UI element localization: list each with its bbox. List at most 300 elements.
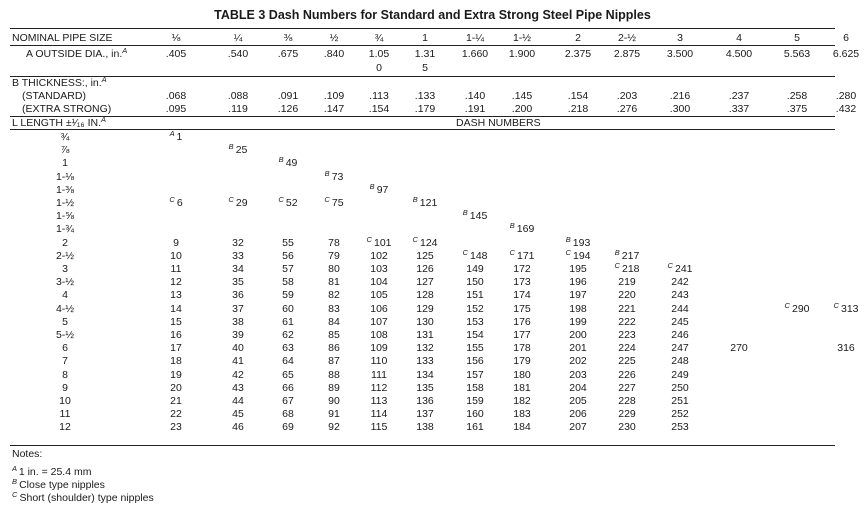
dash-number: 250 xyxy=(671,381,689,394)
dash-number: 60 xyxy=(282,302,294,315)
outside-dia-value: 5.563 xyxy=(783,48,811,60)
dash-number-cell xyxy=(309,395,359,407)
dash-number: 224 xyxy=(618,342,636,355)
dash-number: 58 xyxy=(282,276,294,289)
dash-number-cell xyxy=(497,342,547,354)
dash-number: 68 xyxy=(282,408,294,421)
dash-number-cell xyxy=(821,300,865,316)
dash-number: 130 xyxy=(416,315,434,328)
outside-dia-label: A OUTSIDE DIA., in.$^A$ xyxy=(26,46,128,60)
dash-number: 226 xyxy=(618,368,636,381)
dash-number: 171 xyxy=(516,249,535,262)
dash-number: 182 xyxy=(513,395,531,407)
length-value: 10 xyxy=(59,395,71,407)
dash-number: 153 xyxy=(466,315,484,328)
dash-number: 270 xyxy=(730,342,748,355)
dash-number-cell xyxy=(450,316,500,328)
size-header: ⅛ xyxy=(171,32,181,44)
size-header: 1-½ xyxy=(512,32,532,44)
dash-number-cell xyxy=(213,197,263,210)
dash-number-cell xyxy=(151,342,201,354)
dash-number: 14 xyxy=(170,302,182,315)
footnote-marker: A xyxy=(101,115,107,124)
dash-number: 105 xyxy=(370,289,388,302)
standard-thickness-value: .258 xyxy=(786,90,808,102)
dash-number-cell xyxy=(450,263,500,275)
note-text: Short (shoulder) type nipples xyxy=(19,492,154,504)
dash-number-cell xyxy=(309,276,359,288)
length-value: 1 xyxy=(62,157,68,170)
dash-number: 244 xyxy=(671,302,689,315)
dash-number: 41 xyxy=(232,355,244,368)
footnote-marker: C xyxy=(169,195,177,204)
dash-number-cell xyxy=(450,210,500,223)
dash-number-cell xyxy=(309,382,359,394)
dash-number: 56 xyxy=(282,249,294,262)
dash-number-cell xyxy=(655,369,705,381)
length-value: 3-½ xyxy=(55,276,75,289)
length-value: 1-⅜ xyxy=(55,183,75,196)
outside-dia-value: 4.500 xyxy=(725,48,753,60)
dash-number-cell xyxy=(354,250,404,262)
dash-number-cell xyxy=(821,342,865,354)
dash-number: 92 xyxy=(328,421,340,434)
dash-number: 132 xyxy=(416,342,434,355)
dash-number-cell xyxy=(151,289,201,301)
dash-number: 97 xyxy=(376,183,389,196)
dash-number-cell xyxy=(655,316,705,328)
dash-number-cell xyxy=(263,316,313,328)
dash-number: 184 xyxy=(513,421,531,434)
dash-number-cell xyxy=(309,421,359,433)
length-value: 2-½ xyxy=(55,249,75,262)
dash-number: 43 xyxy=(232,381,244,394)
dash-number: 177 xyxy=(513,329,531,341)
dash-number-cell xyxy=(309,408,359,420)
dash-number: 152 xyxy=(466,302,484,315)
footnote-marker: B xyxy=(369,181,377,191)
length-value: 8 xyxy=(62,368,68,381)
dash-number-cell xyxy=(213,250,263,262)
footnote-marker: A xyxy=(122,46,128,55)
dash-number-cell xyxy=(309,250,359,262)
dash-number: 11 xyxy=(170,263,182,275)
dash-number-cell xyxy=(497,303,547,315)
dash-number-cell xyxy=(354,382,404,394)
footnote-marker: C xyxy=(412,234,420,244)
dash-number: 66 xyxy=(282,381,294,394)
dash-number-cell xyxy=(497,382,547,394)
dash-number-cell xyxy=(553,421,603,433)
length-value: 6 xyxy=(62,342,68,355)
dash-number-cell xyxy=(151,421,201,433)
dash-number: 103 xyxy=(370,263,388,275)
dash-number: 242 xyxy=(671,276,689,289)
length-value: 9 xyxy=(62,381,68,394)
standard-thickness-value: .091 xyxy=(277,90,299,102)
dash-number-cell xyxy=(714,342,764,354)
dash-number-cell xyxy=(354,276,404,288)
dash-number-cell xyxy=(213,289,263,301)
dash-number: 247 xyxy=(671,342,689,355)
standard-thickness-value: .088 xyxy=(227,90,249,102)
dash-number: 38 xyxy=(232,315,244,328)
dash-number: 36 xyxy=(232,289,244,302)
footnote-marker: A xyxy=(12,464,19,473)
dash-number: 176 xyxy=(513,315,531,328)
extra-strong-thickness-value: .147 xyxy=(323,103,345,115)
dash-number-cell xyxy=(450,408,500,420)
dash-number: 9 xyxy=(173,236,179,249)
footnote-marker: C xyxy=(12,490,20,499)
length-value: 3 xyxy=(62,263,68,275)
standard-thickness-value: .113 xyxy=(369,90,389,102)
dash-number: 149 xyxy=(466,263,484,275)
dash-number-cell xyxy=(400,355,450,367)
dash-number-cell xyxy=(263,408,313,420)
dash-number-cell xyxy=(400,329,450,341)
footnote-marker: C xyxy=(614,261,622,270)
dash-number: 62 xyxy=(282,329,294,341)
dash-number-cell xyxy=(553,408,603,420)
dash-number: 160 xyxy=(466,408,484,421)
dash-number: 21 xyxy=(170,395,182,407)
dash-number: 88 xyxy=(328,368,340,381)
dash-number-cell xyxy=(655,382,705,394)
dash-number: 178 xyxy=(513,342,531,355)
footnote-marker: C xyxy=(278,195,286,204)
dash-number-cell xyxy=(213,342,263,354)
dash-number: 107 xyxy=(370,315,388,328)
dash-number: 155 xyxy=(466,342,484,355)
dash-number: 159 xyxy=(466,395,484,407)
dash-number-cell xyxy=(263,276,313,288)
dash-number-cell xyxy=(151,237,201,249)
standard-thickness-value: .280 xyxy=(835,90,857,102)
dash-number-cell xyxy=(263,369,313,381)
dash-number-cell xyxy=(400,234,450,250)
dash-number: 251 xyxy=(671,395,689,407)
dash-number: 20 xyxy=(170,381,182,394)
thickness-rule xyxy=(10,116,835,117)
dash-number: 201 xyxy=(569,342,587,355)
dash-number-cell xyxy=(497,355,547,367)
dash-number-cell xyxy=(151,276,201,288)
dash-number-cell xyxy=(602,247,652,263)
outside-dia-value: 1.31 xyxy=(414,48,436,60)
standard-thickness-value: .145 xyxy=(511,90,533,102)
footnote-marker: A xyxy=(101,75,107,84)
dash-number: 102 xyxy=(370,249,388,262)
dash-number: 200 xyxy=(569,329,587,341)
dash-number: 85 xyxy=(328,329,340,341)
dash-number: 82 xyxy=(328,289,340,302)
extra-strong-thickness-value: .126 xyxy=(277,103,299,115)
dash-number-cell xyxy=(354,342,404,354)
dash-number-cell xyxy=(553,355,603,367)
dash-number: 217 xyxy=(621,249,640,262)
dash-number: 204 xyxy=(569,381,587,394)
dash-number-cell xyxy=(602,303,652,315)
dash-number: 124 xyxy=(419,236,438,249)
outside-dia-value: 3.500 xyxy=(666,48,694,60)
dash-number: 245 xyxy=(671,315,689,328)
note-text: 1 in. = 25.4 mm xyxy=(18,466,92,478)
dash-number-cell xyxy=(400,408,450,420)
dash-number: 181 xyxy=(513,381,531,394)
dash-number-cell xyxy=(309,369,359,381)
dash-number-cell xyxy=(655,263,705,276)
dash-number-cell xyxy=(263,289,313,301)
dash-number-cell xyxy=(263,237,313,249)
footnote-marker: C xyxy=(667,261,675,270)
footnote-marker: B xyxy=(462,208,470,218)
dash-number-cell xyxy=(655,303,705,315)
dash-number-cell xyxy=(602,382,652,394)
dash-number: 169 xyxy=(516,223,535,236)
dash-number: 126 xyxy=(416,263,434,275)
dash-number: 156 xyxy=(466,355,484,368)
dash-number: 90 xyxy=(328,395,340,407)
dash-number: 42 xyxy=(232,368,244,381)
dash-number-cell xyxy=(354,234,404,250)
extra-strong-thickness-value: .119 xyxy=(228,103,248,115)
dash-number-cell xyxy=(354,408,404,420)
dash-number-cell xyxy=(450,329,500,341)
dash-number-cell xyxy=(497,276,547,288)
length-label: L LENGTH ±¹⁄₁₆ IN.$^A$ xyxy=(12,115,107,129)
dash-number-cell xyxy=(602,316,652,328)
outside-dia-value: .840 xyxy=(323,48,345,60)
dash-number: 110 xyxy=(370,355,388,368)
dash-number: 138 xyxy=(416,421,434,434)
dash-number: 87 xyxy=(328,355,340,368)
dash-number-cell xyxy=(602,369,652,381)
dash-number: 175 xyxy=(513,302,531,315)
dash-number: 127 xyxy=(416,276,434,289)
dash-number-cell xyxy=(553,247,603,263)
od-rule xyxy=(10,76,835,77)
dash-number: 79 xyxy=(328,249,340,262)
dash-number: 205 xyxy=(569,395,587,407)
footnote-marker: B xyxy=(412,195,420,204)
outside-dia-value: 2.375 xyxy=(564,48,592,60)
standard-label: (STANDARD) xyxy=(22,90,86,102)
dash-number-cell xyxy=(354,329,404,341)
dash-number: 29 xyxy=(235,197,248,209)
dash-number-cell xyxy=(354,421,404,433)
dash-number-cell xyxy=(602,355,652,367)
dash-number: 35 xyxy=(232,276,244,289)
length-value: 4 xyxy=(62,289,68,302)
dash-number-cell xyxy=(309,289,359,301)
dash-number: 129 xyxy=(416,302,434,315)
dash-number-cell xyxy=(497,289,547,301)
dash-number-cell xyxy=(400,303,450,315)
header-rule xyxy=(10,45,835,46)
dash-number-cell xyxy=(354,316,404,328)
dash-number-cell xyxy=(151,197,201,210)
dash-number: 197 xyxy=(569,289,587,302)
dash-number-cell xyxy=(309,237,359,249)
dash-number: 32 xyxy=(232,236,244,249)
dash-number-cell xyxy=(450,421,500,433)
dash-number-cell xyxy=(655,289,705,301)
dash-number: 154 xyxy=(466,329,484,341)
dash-number: 135 xyxy=(416,381,434,394)
dash-number-cell xyxy=(400,382,450,394)
length-value: 11 xyxy=(59,408,71,421)
extra-strong-thickness-value: .179 xyxy=(414,103,436,115)
dash-number: 218 xyxy=(621,263,640,275)
dash-number: 75 xyxy=(331,197,344,209)
footnote-marker: C xyxy=(784,300,792,310)
dash-number: 37 xyxy=(232,302,244,315)
dash-number-cell xyxy=(213,329,263,341)
dash-number: 219 xyxy=(618,276,636,289)
length-value: 1-¾ xyxy=(55,223,75,236)
dash-number: 13 xyxy=(170,289,182,302)
dash-number: 16 xyxy=(170,329,182,341)
dash-number-cell xyxy=(151,303,201,315)
dash-number: 207 xyxy=(569,421,587,434)
size-header: 5 xyxy=(794,32,800,44)
dash-number: 173 xyxy=(513,276,531,289)
dash-number-cell xyxy=(354,395,404,407)
dash-number: 174 xyxy=(513,289,531,302)
dash-number: 248 xyxy=(671,355,689,368)
extra-strong-thickness-value: .276 xyxy=(616,103,638,115)
dash-number: 161 xyxy=(466,421,484,434)
dash-number: 145 xyxy=(469,210,488,223)
dash-number-cell xyxy=(151,329,201,341)
dash-number-cell xyxy=(213,408,263,420)
dash-number-cell xyxy=(400,197,450,210)
dash-number-cell xyxy=(602,289,652,301)
dash-number: 114 xyxy=(370,408,388,421)
dash-number: 222 xyxy=(618,315,636,328)
dash-number-cell xyxy=(263,329,313,341)
dash-number-cell xyxy=(450,395,500,407)
notes-heading: Notes: xyxy=(12,448,43,460)
dash-number-cell xyxy=(450,355,500,367)
dash-number-cell xyxy=(213,144,263,157)
dash-number: 1 xyxy=(176,131,183,143)
length-value: 1-½ xyxy=(55,197,75,209)
dash-number: 183 xyxy=(513,408,531,421)
dash-number-cell xyxy=(213,316,263,328)
dash-number-cell xyxy=(602,408,652,420)
dash-number-cell xyxy=(263,382,313,394)
dash-number-cell xyxy=(497,316,547,328)
dash-number: 59 xyxy=(282,289,294,302)
dash-number: 180 xyxy=(513,368,531,381)
size-header: ½ xyxy=(329,32,339,44)
outside-dia-value-cont: 5 xyxy=(422,62,428,74)
footnote-marker: C xyxy=(833,300,841,310)
dash-number-cell xyxy=(263,421,313,433)
dash-number-cell xyxy=(497,395,547,407)
dash-number: 10 xyxy=(170,249,182,262)
dash-number-cell xyxy=(309,303,359,315)
dash-number: 112 xyxy=(370,381,388,394)
standard-thickness-value: .133 xyxy=(414,90,436,102)
dash-number: 313 xyxy=(840,302,859,315)
dash-number-cell xyxy=(151,382,201,394)
dash-number-cell xyxy=(400,421,450,433)
dash-number-cell xyxy=(213,421,263,433)
dash-number: 230 xyxy=(618,421,636,434)
size-header: 2-½ xyxy=(617,32,637,44)
dash-number-cell xyxy=(213,355,263,367)
extra-strong-thickness-value: .375 xyxy=(786,103,808,115)
thickness-label: B THICKNESS:, in.$^A$ xyxy=(12,75,107,89)
footnote-marker: B xyxy=(509,221,517,231)
dash-number: 243 xyxy=(671,289,689,302)
dash-number-cell xyxy=(354,263,404,275)
dash-number: 109 xyxy=(370,342,388,355)
dash-number: 252 xyxy=(671,408,689,421)
size-header: 1 xyxy=(422,32,428,44)
dash-number-cell xyxy=(655,421,705,433)
length-value: 5-½ xyxy=(55,329,75,341)
dash-number: 148 xyxy=(469,249,488,262)
extra-strong-thickness-value: .218 xyxy=(567,103,589,115)
outside-dia-value: 1.660 xyxy=(461,48,489,60)
dash-number: 57 xyxy=(282,263,294,275)
dash-number-cell xyxy=(213,395,263,407)
dash-number: 34 xyxy=(232,263,244,275)
dash-number-cell xyxy=(655,276,705,288)
dash-number-cell xyxy=(655,342,705,354)
dash-number: 52 xyxy=(285,197,298,209)
dash-number-cell xyxy=(400,276,450,288)
dash-number: 108 xyxy=(370,329,388,341)
dash-number-cell xyxy=(400,289,450,301)
dash-number-cell xyxy=(553,303,603,315)
dash-number: 228 xyxy=(618,395,636,407)
dash-number: 67 xyxy=(282,395,294,407)
dash-number: 65 xyxy=(282,368,294,381)
dash-number-cell xyxy=(213,263,263,275)
dash-number-cell xyxy=(602,342,652,354)
length-value: 2 xyxy=(62,236,68,249)
outside-dia-value: .675 xyxy=(277,48,299,60)
footnote-marker: B xyxy=(12,477,20,486)
footnote-marker: C xyxy=(462,247,470,257)
size-header: ¾ xyxy=(374,32,384,44)
dash-number-cell xyxy=(450,382,500,394)
dash-number-cell xyxy=(213,303,263,315)
standard-thickness-value: .068 xyxy=(165,90,187,102)
dash-number-cell xyxy=(602,276,652,288)
extra-strong-thickness-value: .154 xyxy=(368,103,390,115)
note-item xyxy=(12,492,154,505)
dash-number-cell xyxy=(263,263,313,275)
dash-number-cell xyxy=(553,382,603,394)
standard-thickness-value: .154 xyxy=(567,90,589,102)
dash-number-cell xyxy=(450,247,500,263)
footnote-marker: B xyxy=(614,247,622,257)
footnote-marker: B xyxy=(228,142,236,152)
footnote-marker: B xyxy=(324,168,332,178)
dash-number-cell xyxy=(151,263,201,275)
extra-strong-thickness-value: .300 xyxy=(669,103,691,115)
dash-number: 195 xyxy=(569,263,587,275)
dash-number-cell xyxy=(400,395,450,407)
length-value: 7 xyxy=(62,355,68,368)
dash-number-cell xyxy=(354,181,404,197)
